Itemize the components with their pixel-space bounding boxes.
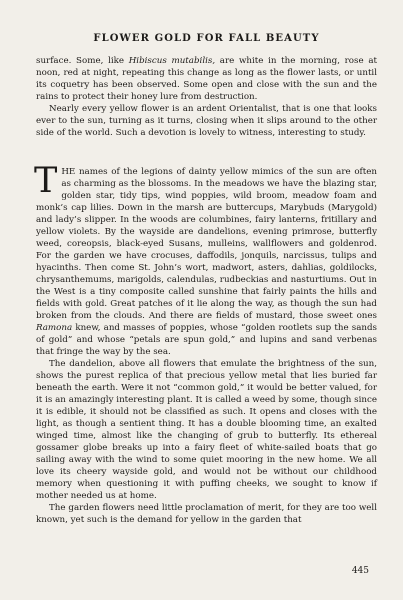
paragraph-2: Nearly every yellow flower is an ardent Orientalist, that is one that looks ever to the sun, turning as it turns, closing when it slips around to the other side of the world. Such a devotion is lovely to witness, interesting to study. — [36, 104, 377, 138]
paragraph-5: The garden flowers need little proclamation of merit, for they are too well known, yet such is the demand for yellow in the garden that — [36, 503, 377, 525]
paragraph-3-part-a: names of the legions of dainty yellow mimics of the sun are often as charming as the blossoms. In the meadows we have the blazing star, golden star, tidy tips, wind poppies, wild broom, meadow foam and monk’s cap lilies. Down in the marsh are buttercups, Marybuds (Marygold) and lady’s slipper. In the woods are columbines, fairy lanterns, fritillary and yellow violets. By the wayside are dandelions, evening primrose, butterfly weed, coreopsis, black-eyed Susans, mulleins, wallflowers and goldenrod. For the garden we have crocuses, daffodils, jonquils, narcissus, tulips and hyacinths. Then come St. John’s wort, madwort, asters, dahlias, goldilocks, chrysanthemums, marigolds, calendulas, rudbeckias and nasturtiums. Out in the West is a tiny composite called sunshine that fairly paints the hills and fields with gold. Great patches of it lie along the way, as though the sun had broken from the clouds. And there are fields of mustard, those sweet ones — [36, 167, 377, 321]
paragraph-1-lead: surface. Some, like — [36, 56, 129, 66]
paragraph-4: The dandelion, above all flowers that emulate the brightness of the sun, shows the purest replica of that precious yellow metal that lies buried far beneath the earth. Were it not “common gold,” it would be better valued, for it is an amazingly interesting plant. It is called a weed by some, though since it is edible, it should not be classified as such. It opens and closes with the light, as though a sentient thing. It has a double blooming time, an exalted winged time, almost like the changing of grub to butterfly. Its ethereal gossamer globe breaks up into a fairy fleet of white-sailed boats that go sailing away with the wind to some quiet mooring in the new home. We all love its cheery wayside gold, and would not be without our childhood memory when questioning it with puffing cheeks, we sought to know if mother needed us at home. — [36, 359, 377, 501]
paragraph-1-italic: Hibiscus mutabilis, — [128, 56, 216, 66]
paragraph-3-italic: Ramona — [36, 323, 73, 333]
paragraph-1-rest: are white in the morning, rose at noon, red at night, repeating this change as long as the flower lasts, or until its coquetry has been observed. Some open and close with the sun and the rains to protect their honey lure from destruction. — [36, 56, 377, 102]
paragraph-3-smallcaps: HE — [61, 167, 76, 177]
page-title: FLOWER GOLD FOR FALL BEAUTY — [93, 33, 320, 44]
drop-cap: T — [34, 161, 58, 201]
paragraph-3-part-b: knew, and masses of poppies, whose “golden rootlets sup the sands of gold” and whose “petals are spun gold,” and lupins and sand verbenas that fringe the way by the sea. — [36, 323, 377, 357]
page-number: 445 — [351, 566, 369, 576]
paragraph-1 — [36, 55, 377, 103]
paragraph-3 — [34, 161, 377, 358]
section-break — [36, 139, 377, 166]
